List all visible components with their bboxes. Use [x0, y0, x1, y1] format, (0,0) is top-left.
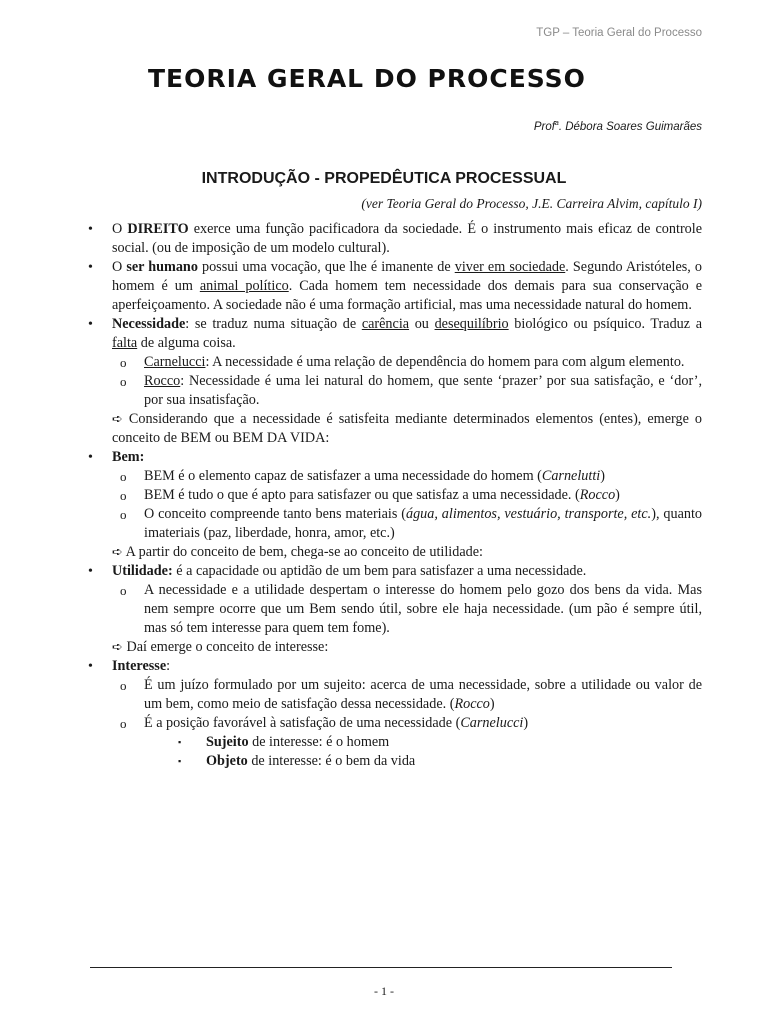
text: . Cada homem tem necessidade dos demais para sua conservação e aperfeiçoamento. A sociedade não é uma formação artificial, mas uma necessidade natural do homem.: [112, 278, 703, 313]
text: : se traduz numa situação de: [185, 316, 362, 332]
text: ): [600, 468, 605, 484]
bullet-marker: •: [88, 317, 93, 332]
text: A partir do conceito de bem, chega-se ao conceito de utilidade:: [122, 544, 483, 560]
bold-term: Utilidade:: [112, 563, 173, 579]
italic-term: Rocco: [454, 696, 490, 712]
text: BEM é tudo o que é apto para satisfazer ou que satisfaz a uma necessidade. (: [144, 487, 580, 503]
sub-item-carnelucci: [88, 353, 702, 372]
text: Daí emerge o conceito de interesse:: [122, 639, 329, 655]
paragraph-utilidade: [88, 562, 702, 581]
italic-term: Rocco: [579, 487, 616, 503]
sub-sub-item-objeto: [88, 752, 702, 771]
bold-term: Interesse: [112, 658, 167, 674]
text: biológico ou psíquico. Traduz a: [508, 316, 703, 332]
italic-term: Carnelucci: [460, 715, 524, 731]
circle-marker: o: [120, 469, 127, 484]
bold-term: ser humano: [126, 259, 198, 275]
underlined-term: Rocco: [144, 373, 181, 389]
circle-marker: o: [120, 488, 127, 503]
circle-marker: o: [120, 583, 127, 598]
italic-term: água, alimentos, vestuário, transporte, etc.: [405, 506, 652, 522]
arrow-note-interesse: [88, 638, 702, 657]
sub-sub-item-sujeito: [88, 733, 702, 752]
text: ou: [409, 316, 435, 332]
underlined-term: carência: [361, 316, 410, 332]
bullet-marker: •: [88, 659, 93, 674]
paragraph-direito: [88, 220, 702, 258]
underlined-term: desequilíbrio: [434, 316, 509, 332]
page-title: TEORIA GERAL DO PROCESSO: [148, 64, 586, 93]
sub-item-interesse-rocco: [88, 676, 702, 714]
italic-term: Carnelutti: [541, 468, 601, 484]
paragraph-bem: [88, 448, 702, 467]
paragraph-interesse: [88, 657, 702, 676]
text: É um juízo formulado por um sujeito: acerca de uma necessidade, sobre a utilidade ou valor de um bem, como meio de satisfação dessa necessidade. (: [144, 677, 702, 712]
sub-item-bem-rocco: [88, 486, 702, 505]
paragraph-ser-humano: [88, 258, 702, 315]
author-line: [534, 120, 702, 133]
circle-marker: o: [120, 507, 127, 522]
arrow-note-bem: [88, 410, 702, 448]
footer-divider: [90, 967, 672, 968]
section-heading: INTRODUÇÃO - PROPEDÊUTICA PROCESSUAL: [201, 170, 567, 187]
text: A necessidade e a utilidade despertam o interesse do homem pelo gozo dos bens da vida. Mas nem sempre ocorre que um Bem sendo útil, sobre ele haja necessidade. (um pão é sempre útil, mas só tem interesse para quem tem fome).: [144, 582, 702, 636]
arrow-icon: ➪: [112, 640, 123, 655]
running-header: TGP – Teoria Geral do Processo: [536, 27, 702, 39]
square-marker: ▪: [178, 737, 182, 747]
sub-item-interesse-carnelucci: [88, 714, 702, 733]
text: Considerando que a necessidade é satisfeita mediante determinados elementos (entes), emerge o conceito de BEM ou BEM DA VIDA:: [112, 411, 702, 446]
bullet-marker: •: [88, 260, 93, 275]
text: BEM é o elemento capaz de satisfazer a uma necessidade do homem (: [144, 468, 542, 484]
text: O conceito compreende tanto bens materiais (: [144, 506, 406, 522]
text: é a capacidade ou aptidão de um bem para satisfazer a uma necessidade.: [172, 563, 587, 579]
underlined-term: viver em sociedade: [454, 259, 566, 275]
circle-marker: o: [120, 355, 127, 370]
arrow-icon: ➪: [112, 545, 123, 560]
circle-marker: o: [120, 678, 127, 693]
text: :: [166, 658, 171, 674]
bold-term: Sujeito: [206, 734, 249, 750]
bold-term: DIREITO: [127, 221, 189, 237]
arrow-note-utilidade: [88, 543, 702, 562]
sub-item-bem-conceito: [88, 505, 702, 543]
author-superscript: a: [554, 120, 559, 127]
text: ): [523, 715, 529, 731]
text: de alguma coisa.: [137, 335, 236, 351]
underlined-term: falta: [112, 335, 138, 351]
bold-term: Objeto: [206, 753, 248, 769]
bold-term: Necessidade: [112, 316, 186, 332]
sub-item-utilidade: [88, 581, 702, 638]
text: O: [112, 221, 128, 237]
reference-note: (ver Teoria Geral do Processo, J.E. Carreira Alvim, capítulo I): [361, 196, 702, 211]
text: ): [615, 487, 620, 503]
circle-marker: o: [120, 374, 127, 389]
text: de interesse: é o bem da vida: [247, 753, 416, 769]
text: É a posição favorável à satisfação de uma necessidade (: [144, 715, 461, 731]
circle-marker: o: [120, 716, 127, 731]
text: : A necessidade é uma relação de dependência do homem para com algum elemento.: [205, 354, 685, 370]
text: exerce uma função pacificadora da sociedade. É o instrumento mais eficaz de controle social. (ou de imposição de um modelo cultural).: [112, 221, 702, 256]
text: possui uma vocação, que lhe é imanente de: [197, 259, 455, 275]
author-name: . Débora Soares Guimarães: [558, 120, 702, 133]
underlined-term: Carnelucci: [144, 354, 206, 370]
page-number: - 1 -: [374, 984, 394, 998]
bold-term: Bem:: [112, 449, 145, 465]
text: ): [489, 696, 495, 712]
sub-item-bem-carnelutti: [88, 467, 702, 486]
bullet-marker: •: [88, 564, 93, 579]
text: : Necessidade é uma lei natural do homem, que sente ‘prazer’ por sua satisfação, e ‘dor’, por sua insatisfação.: [144, 373, 702, 408]
square-marker: ▪: [178, 756, 182, 766]
sub-item-rocco: [88, 372, 702, 410]
text: . Segundo Aristóteles, o homem é um: [112, 259, 702, 294]
paragraph-necessidade: [88, 315, 702, 353]
bullet-marker: •: [88, 450, 93, 465]
text: de interesse: é o homem: [248, 734, 390, 750]
underlined-term: animal político: [199, 278, 289, 294]
text: ), quanto imateriais (paz, liberdade, honra, amor, etc.): [144, 506, 702, 541]
author-prefix: Prof: [533, 120, 555, 133]
text: O: [112, 259, 127, 275]
document-body: [88, 220, 702, 771]
arrow-icon: ➪: [112, 412, 123, 427]
bullet-marker: •: [88, 222, 93, 237]
